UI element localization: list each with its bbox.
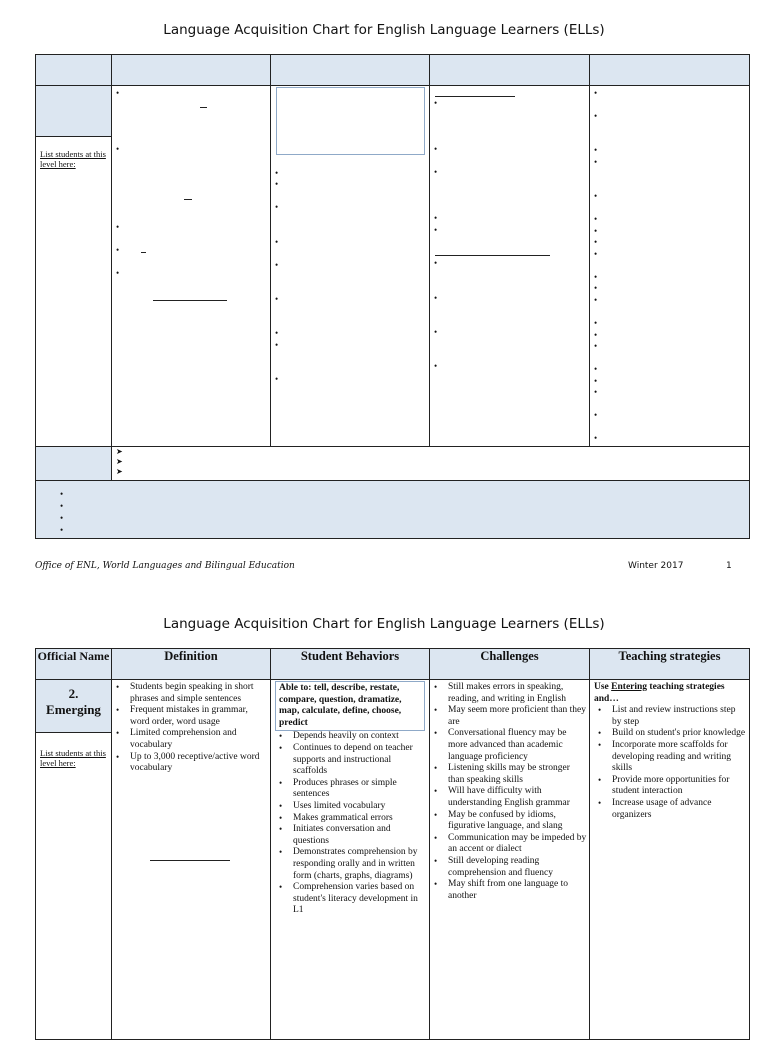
- bullet-icon: •: [116, 144, 120, 154]
- header-official-name: Official Name: [36, 649, 112, 680]
- blank-line: [153, 300, 227, 301]
- page1-chart-table: [35, 54, 750, 539]
- challenge-item: • Listening skills may be stronger than speaking skills: [448, 763, 587, 786]
- definition-list: [112, 680, 270, 775]
- arrow-bullet-icon: ➤: [116, 447, 123, 456]
- behaviors-intro: Able to: tell, describe, restate, compare, question, dramatize, map, calculate, define, choose, predict: [275, 681, 425, 731]
- bullet-icon: •: [434, 361, 438, 371]
- footer-date: Winter 2017: [628, 561, 684, 571]
- strategy-item: • List and review instructions step by step: [612, 705, 747, 728]
- bullet-icon: •: [275, 328, 279, 338]
- bullet-icon: •: [594, 226, 598, 236]
- definition-item: • Up to 3,000 receptive/active word vocabulary: [130, 752, 268, 775]
- bullet-icon: •: [594, 387, 598, 397]
- behavior-item: • Makes grammatical errors: [293, 813, 427, 825]
- strategies-intro-entering: Entering: [611, 682, 648, 692]
- bullet-icon: •: [594, 214, 598, 224]
- p1-level-name-box: [36, 86, 111, 137]
- arrow-bullet-icon: ➤: [116, 457, 123, 466]
- level-name-box: [36, 680, 111, 733]
- p1-strategies-cell: [590, 86, 750, 447]
- header-challenges: Challenges: [430, 649, 590, 680]
- challenge-item: • Still makes errors in speaking, reading, and writing in English: [448, 682, 587, 705]
- blank-line: [435, 255, 550, 256]
- p1-header-cell-4: [430, 55, 590, 86]
- bullet-icon: •: [60, 501, 64, 511]
- strategy-item: • Increase usage of advance organizers: [612, 798, 747, 821]
- p1-arrow-row-cell: [112, 447, 750, 481]
- strategies-intro-pre: Use: [594, 682, 612, 692]
- bullet-icon: •: [275, 179, 279, 189]
- footer-office: Office of ENL, World Languages and Bilingual Education: [35, 561, 295, 571]
- bullet-icon: •: [594, 237, 598, 247]
- bullet-icon: •: [594, 249, 598, 259]
- blank-line: [200, 107, 207, 108]
- bullet-icon: •: [116, 88, 120, 98]
- challenge-item: • May be confused by idioms, figurative language, and slang: [448, 810, 587, 833]
- bullet-icon: •: [594, 191, 598, 201]
- behavior-item: • Demonstrates comprehension by responding orally and in written form (charts, graphs, diagrams): [293, 847, 427, 882]
- behavior-item: • Uses limited vocabulary: [293, 801, 427, 813]
- strategies-intro: [590, 680, 749, 705]
- challenge-item: • May shift from one language to another: [448, 879, 587, 902]
- bullet-icon: •: [594, 111, 598, 121]
- bullet-icon: •: [275, 237, 279, 247]
- challenge-item: • Conversational fluency may be more advanced than academic language proficiency: [448, 728, 587, 763]
- header-student-behaviors: Student Behaviors: [271, 649, 430, 680]
- behavior-item: • Comprehension varies based on student's literacy development in L1: [293, 882, 427, 917]
- strategies-list: [590, 705, 749, 821]
- p1-definition-cell: [112, 86, 271, 447]
- bullet-icon: •: [594, 295, 598, 305]
- bullet-icon: •: [594, 364, 598, 374]
- bullet-icon: •: [594, 330, 598, 340]
- bullet-icon: •: [594, 157, 598, 167]
- challenge-item: • Still developing reading comprehension and fluency: [448, 856, 587, 879]
- p1-header-cell-5: [590, 55, 750, 86]
- blank-line: [184, 199, 192, 200]
- header-definition: Definition: [112, 649, 271, 680]
- behavior-item: • Initiates conversation and questions: [293, 824, 427, 847]
- bullet-icon: •: [434, 167, 438, 177]
- strategies-intro-post: teaching strategies and…: [594, 682, 725, 704]
- blank-line: [150, 860, 230, 861]
- bullet-icon: •: [594, 88, 598, 98]
- p1-intro-box: [276, 87, 425, 155]
- challenges-list: [430, 680, 589, 902]
- bullet-icon: •: [594, 283, 598, 293]
- list-students-label: List students at this level here:: [40, 748, 106, 768]
- challenges-cell: [430, 680, 590, 1040]
- p1-header-cell-2: [112, 55, 271, 86]
- behaviors-list: [271, 731, 429, 917]
- definition-item: • Frequent mistakes in grammar, word order, word usage: [130, 705, 268, 728]
- page2-chart-table: [35, 648, 750, 1040]
- bullet-icon: •: [594, 433, 598, 443]
- p1-header-cell-3: [271, 55, 430, 86]
- page1-title: Language Acquisition Chart for English Language Learners (ELLs): [163, 22, 605, 38]
- arrow-bullet-icon: ➤: [116, 467, 123, 476]
- bullet-icon: •: [594, 376, 598, 386]
- behavior-item: • Continues to depend on teacher supports and instructional scaffolds: [293, 743, 427, 778]
- bullet-icon: •: [434, 213, 438, 223]
- footer-page-number: 1: [726, 561, 732, 571]
- bullet-icon: •: [60, 513, 64, 523]
- bullet-icon: •: [116, 222, 120, 232]
- bullet-icon: •: [275, 294, 279, 304]
- definition-cell: [112, 680, 271, 1040]
- definition-item: • Limited comprehension and vocabulary: [130, 728, 268, 751]
- strategies-cell: [590, 680, 750, 1040]
- behavior-item: • Depends heavily on context: [293, 731, 427, 743]
- p1-notes-row: [36, 481, 750, 539]
- blank-line: [435, 96, 515, 97]
- blank-line: [141, 252, 146, 253]
- bullet-icon: •: [60, 525, 64, 535]
- p1-label-cell: [36, 447, 112, 481]
- bullet-icon: •: [275, 168, 279, 178]
- bullet-icon: •: [594, 341, 598, 351]
- bullet-icon: •: [275, 340, 279, 350]
- bullet-icon: •: [594, 272, 598, 282]
- level-name: Emerging: [46, 702, 101, 717]
- bullet-icon: •: [60, 489, 64, 499]
- header-teaching-strategies: Teaching strategies: [590, 649, 750, 680]
- strategy-item: • Incorporate more scaffolds for developing reading and writing skills: [612, 740, 747, 775]
- challenge-item: • Will have difficulty with understanding English grammar: [448, 786, 587, 809]
- p1-header-cell-1: [36, 55, 112, 86]
- behaviors-cell: [271, 680, 430, 1040]
- bullet-icon: •: [116, 245, 120, 255]
- level-number: 2.: [68, 686, 79, 701]
- p1-level-cell: [36, 86, 112, 447]
- bullet-icon: •: [434, 327, 438, 337]
- definition-item: • Students begin speaking in short phrases and simple sentences: [130, 682, 268, 705]
- behavior-item: • Produces phrases or simple sentences: [293, 778, 427, 801]
- p1-challenges-cell: [430, 86, 590, 447]
- bullet-icon: •: [275, 260, 279, 270]
- challenge-item: • Communication may be impeded by an accent or dialect: [448, 833, 587, 856]
- strategy-item: • Build on student's prior knowledge: [612, 728, 747, 740]
- level-cell: [36, 680, 112, 1040]
- bullet-icon: •: [594, 410, 598, 420]
- p1-behaviors-cell: [271, 86, 430, 447]
- bullet-icon: •: [275, 374, 279, 384]
- bullet-icon: •: [116, 268, 120, 278]
- strategy-item: • Provide more opportunities for student interaction: [612, 775, 747, 798]
- bullet-icon: •: [434, 98, 438, 108]
- bullet-icon: •: [434, 144, 438, 154]
- bullet-icon: •: [275, 202, 279, 212]
- bullet-icon: •: [594, 145, 598, 155]
- p1-list-students-label: List students at this level here:: [40, 149, 106, 169]
- bullet-icon: •: [434, 258, 438, 268]
- page2-title: Language Acquisition Chart for English Language Learners (ELLs): [163, 616, 605, 632]
- bullet-icon: •: [434, 225, 438, 235]
- bullet-icon: •: [434, 293, 438, 303]
- bullet-icon: •: [594, 318, 598, 328]
- challenge-item: • May seem more proficient than they are: [448, 705, 587, 728]
